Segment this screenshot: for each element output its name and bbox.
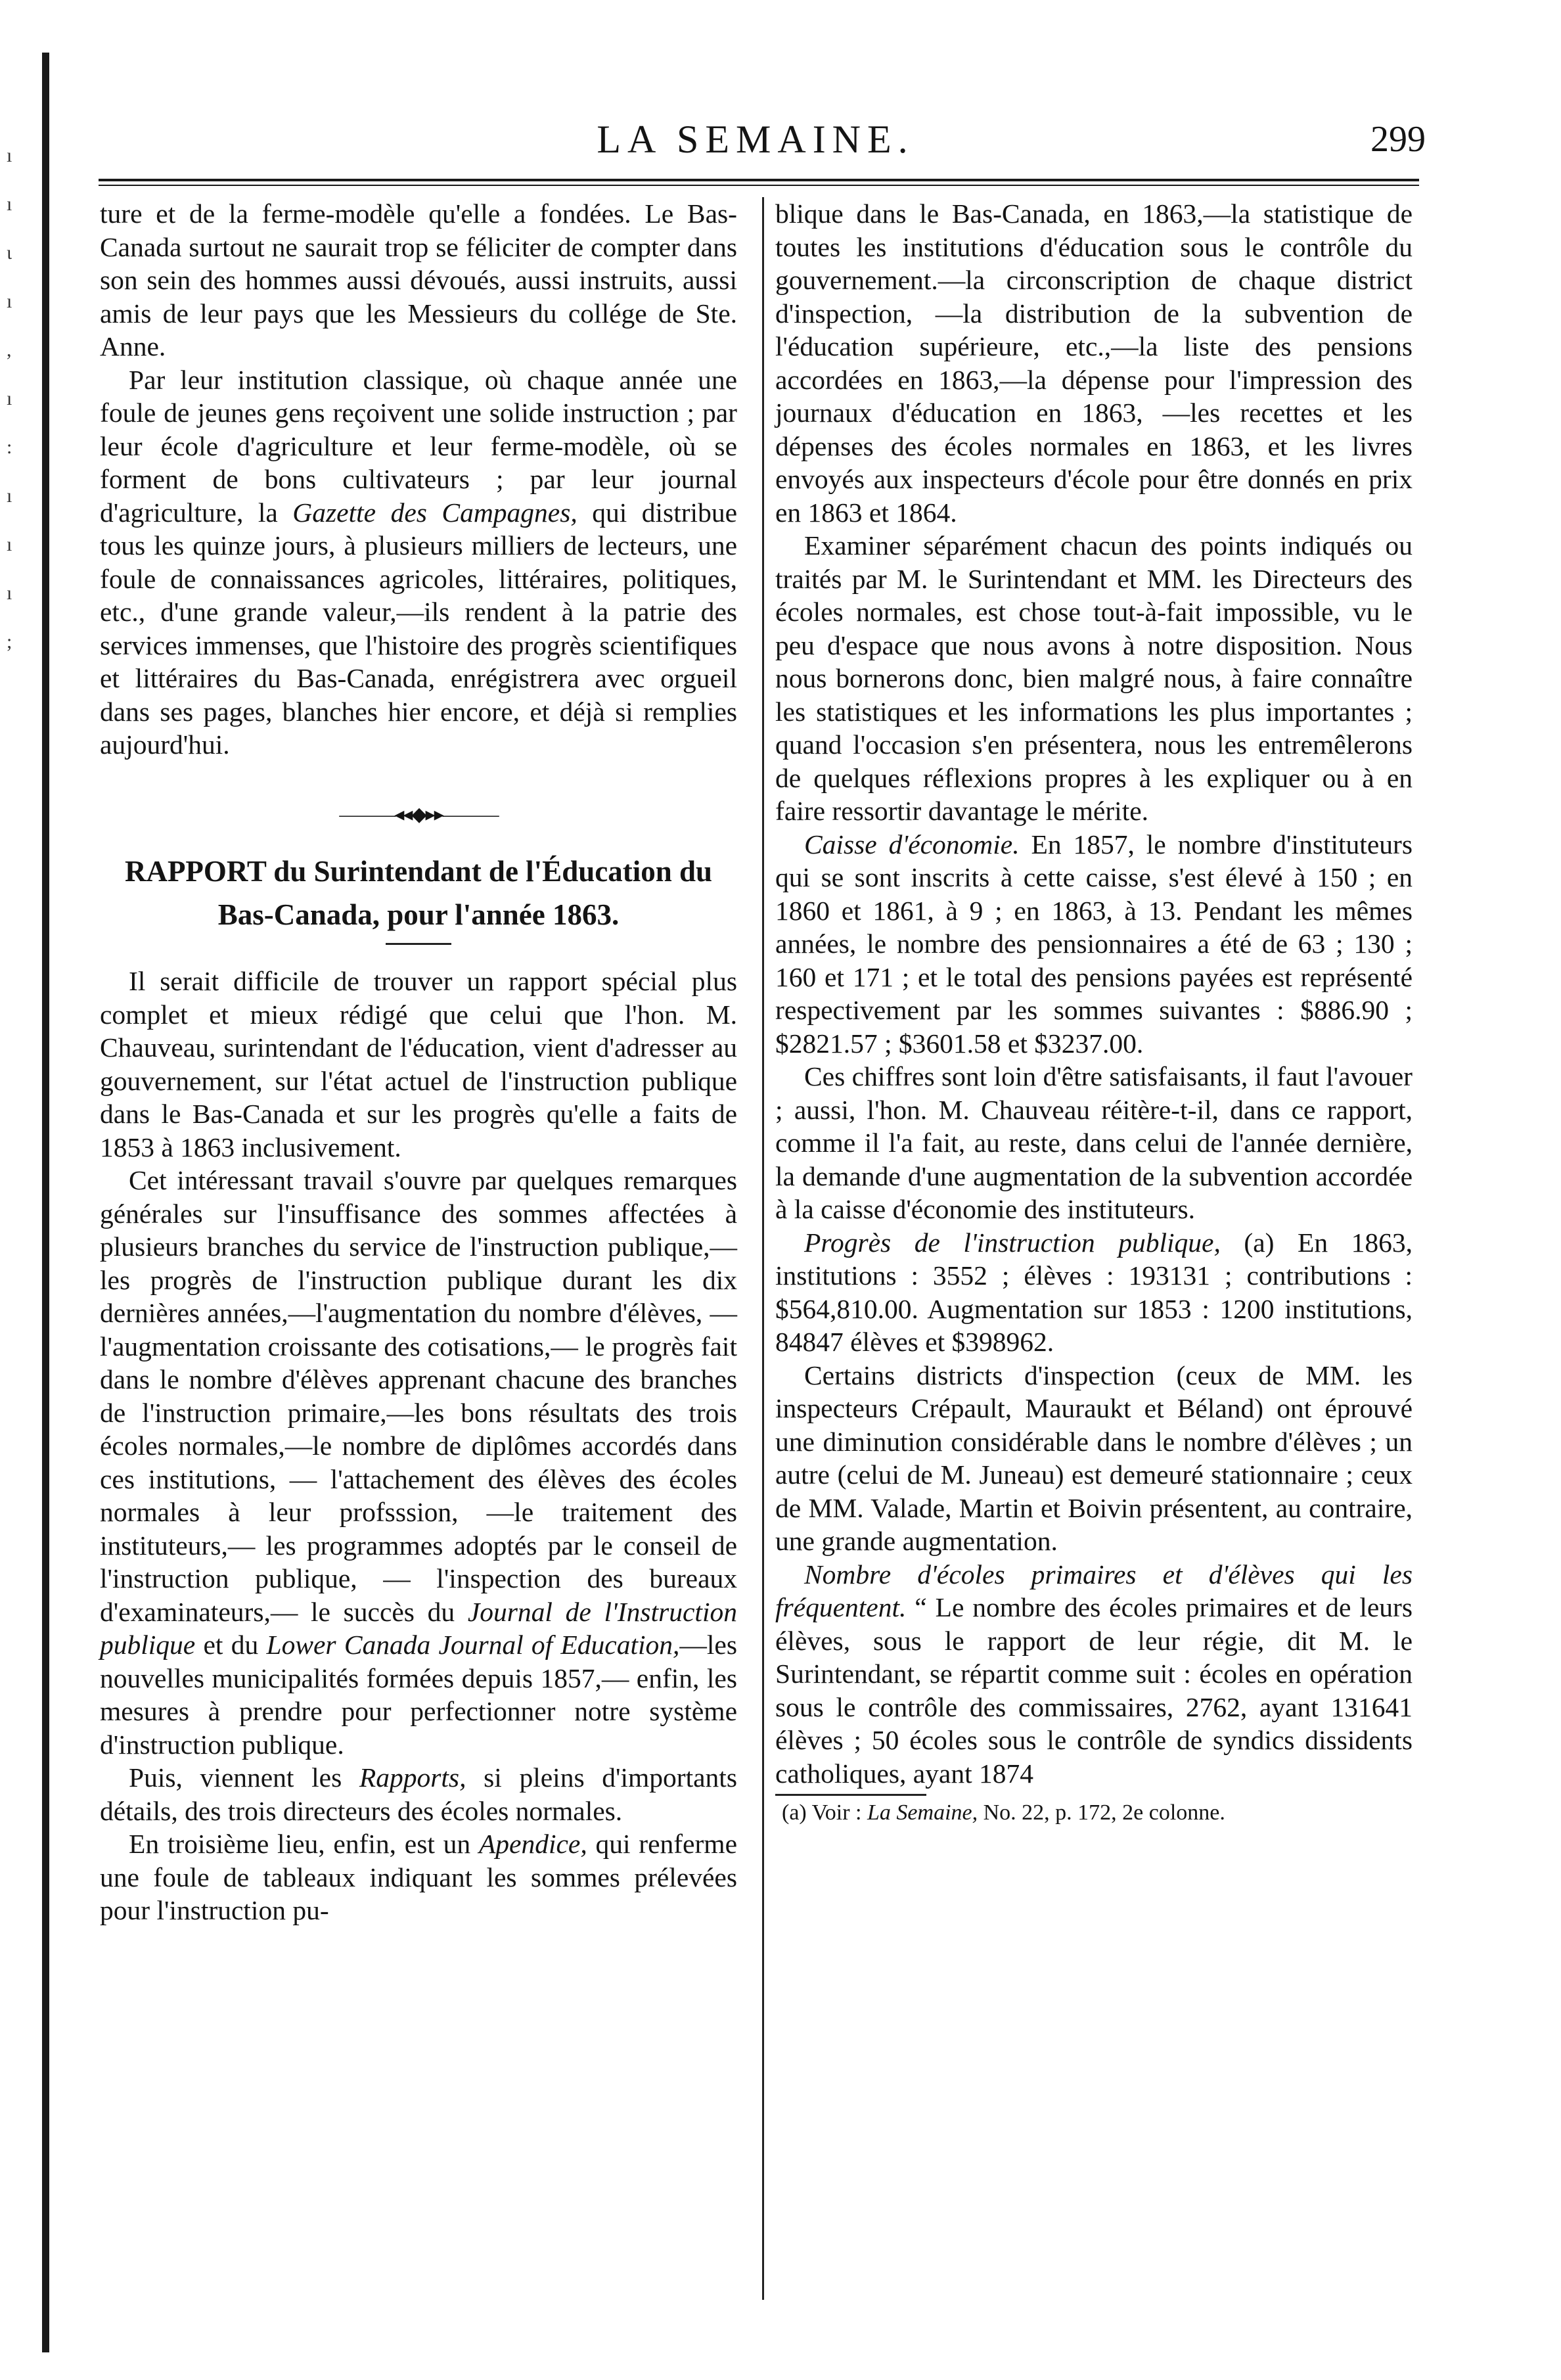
journal-title: Gazette des Campagnes, bbox=[292, 497, 577, 528]
margin-mark: ı bbox=[7, 193, 12, 215]
ornament-divider: ———◂◂◆▸▸——— bbox=[339, 803, 498, 825]
margin-mark: ı bbox=[7, 388, 12, 409]
margin-rule bbox=[42, 53, 49, 2352]
paragraph: En troisième lieu, enfin, est un Apendice, qui renferme une foule de tableaux indiquant les sommes prélevées pour l'instruction pu- bbox=[100, 1829, 737, 1925]
short-rule bbox=[386, 943, 451, 945]
paragraph: ture et de la ferme-modèle qu'elle a fondées. Le Bas-Canada surtout ne saurait trop se féliciter de compter dans son sein des hommes aussi dévoués, aussi instruits, aussi amis de leur pays que les Messieurs du collége de Ste. Anne. bbox=[100, 198, 737, 361]
margin-mark: ı bbox=[7, 582, 12, 604]
page-number: 299 bbox=[1370, 119, 1426, 160]
margin-mark: ɩ bbox=[7, 242, 12, 263]
margin-mark: ı bbox=[7, 145, 12, 166]
paragraph: Progrès de l'instruction publique, (a) En 1863, institutions : 3552 ; élèves : 193131 ; contributions : $564,810.00. Augmentation sur 1853 : 1200 institutions, 84847 élèves et $398962. bbox=[775, 1227, 1413, 1357]
column-rule bbox=[762, 197, 764, 2300]
paragraph: Certains districts d'inspection (ceux de MM. les inspecteurs Crépault, Mauraukt et Béland) ont éprouvé une diminution considérable dans le nombre d'élèves ; un autre (celui de M. Juneau) est demeuré stationnaire ; ceux de MM. Valade, Martin et Boivin présentent, au contraire, une grande augmentation. bbox=[775, 1360, 1413, 1556]
right-column bbox=[775, 197, 1413, 1826]
header-rule bbox=[99, 179, 1419, 186]
running-title: LA SEMAINE. bbox=[597, 118, 915, 161]
paragraph: Puis, viennent les Rapports, si pleins d'importants détails, des trois directeurs des écoles normales. bbox=[100, 1762, 737, 1826]
article-heading: RAPPORT du Surintendant de l'Éducation du Bas-Canada, pour l'année 1863. bbox=[124, 855, 713, 931]
paragraph: Il serait difficile de trouver un rapport spécial plus complet et mieux rédigé que celui que l'hon. M. Chauveau, surintendant de l'éducation, vient d'adresser au gouvernement, sur l'état actuel de l'instruction publique dans le Bas-Canada et sur les progrès qu'elle a faits de 1853 à 1863 inclusivement. bbox=[100, 966, 737, 1162]
margin-marks bbox=[7, 131, 33, 666]
page-header bbox=[99, 117, 1426, 170]
paragraph: Par leur institution classique, où chaque année une foule de jeunes gens reçoivent une solide instruction ; par leur école d'agriculture et leur ferme-modèle, où se forment de bons cultivateurs ; par leur journal d'agriculture, la Gazette des Campagnes, qui distribue tous les quinze jours, à plusieurs milliers de lecteurs, une foule de connaissances agricoles, littéraires, politiques, etc., d'une grande valeur,—ils rendent à la patrie des services immenses, que l'histoire des progrès scientifiques et littéraires du Bas-Canada, enrégistrera avec orgueil dans ses pages, blanches hier encore, et déjà si remplies aujourd'hui. bbox=[100, 364, 737, 760]
paragraph: Caisse d'économie. En 1857, le nombre d'instituteurs qui se sont inscrits à cette caisse, s'est élevé à 150 ; en 1860 et 1861, à 9 ; en 1863, à 13. Pendant les mêmes années, le nombre des pensionnaires a été de 63 ; 130 ; 160 et 171 ; et le total des pensions payées est représenté respectivement par les sommes suivantes : $886.90 ; $2821.57 ; $3601.58 et $3237.00. bbox=[775, 829, 1413, 1059]
left-column bbox=[100, 197, 737, 1927]
section-label: Nombre d'écoles primaires et d'élèves qui les fréquentent. bbox=[775, 1559, 1413, 1622]
margin-mark: ; bbox=[7, 631, 12, 652]
margin-mark: , bbox=[7, 339, 12, 361]
section-label: Progrès de l'instruction publique, bbox=[804, 1227, 1221, 1258]
paragraph: blique dans le Bas-Canada, en 1863,—la statistique de toutes les institutions d'éducation sous le contrôle du gouvernement.—la circonscription de chaque district d'inspection, —la distribution de la subvention de l'éducation supérieure, etc.,—la liste des pensions accordées en 1863,—la dépense pour l'impression des journaux d'éducation en 1863, —les recettes et les dépenses des écoles normales en 1863, et les livres envoyés aux inspecteurs d'école pour être donnés en prix en 1863 et 1864. bbox=[775, 198, 1413, 528]
margin-mark: ı bbox=[7, 485, 12, 507]
margin-mark: ı bbox=[7, 534, 12, 555]
footnote: (a) Voir : La Semaine, No. 22, p. 172, 2e colonne. bbox=[782, 1800, 1225, 1825]
paragraph: Cet intéressant travail s'ouvre par quelques remarques générales sur l'insuffisance des sommes affectées à plusieurs branches du service de l'instruction publique,—les progrès de l'instruction publique durant les dix dernières années,—l'augmentation du nombre d'élèves, —l'augmentation croissante des cotisations,— le progrès fait dans le nombre d'élèves apprenant chacune des branches de l'instruction primaire,—les bons résultats des trois écoles normales,—le nombre de diplômes accordés dans ces institutions, — l'attachement des élèves des écoles normales à leur profsssion, —le traitement des instituteurs,— les programmes adoptés par le conseil de l'instruction publique, — l'inspection des bureaux d'examinateurs,— le succès du Journal de l'Instruction publique et du Lower Canada Journal of Education,—les nouvelles municipalités formées depuis 1857,— enfin, les mesures à prendre pour perfectionner notre système d'instruction publique. bbox=[100, 1165, 737, 1760]
margin-mark: ı bbox=[7, 290, 12, 312]
margin-mark: : bbox=[7, 436, 12, 458]
section-label: Caisse d'économie. bbox=[804, 829, 1020, 859]
paragraph: Ces chiffres sont loin d'être satisfaisants, il faut l'avouer ; aussi, l'hon. M. Chauveau réitère-t-il, dans ce rapport, comme il l'a fait, au reste, dans celui de l'année dernière, la demande d'une augmentation de la subvention accordée à la caisse d'économie des instituteurs. bbox=[775, 1061, 1413, 1224]
footnote-rule bbox=[775, 1794, 926, 1796]
paragraph: Nombre d'écoles primaires et d'élèves qui les fréquentent. “ Le nombre des écoles primaires et de leurs élèves, sous le rapport de leur régie, dit M. le Surintendant, se répartit comme suit : écoles en opération sous le contrôle des commissaires, 2762, ayant 131641 élèves ; 50 écoles sous le contrôle de syndics dissidents catholiques, ayant 1874 bbox=[775, 1559, 1413, 1789]
paragraph: Examiner séparément chacun des points indiqués ou traités par M. le Surintendant et MM. les Directeurs des écoles normales, est chose tout-à-fait impossible, vu le peu d'espace que nous avons à notre disposition. Nous nous bornerons donc, bien malgré nous, à faire connaître les statistiques et les informations les plus importantes ; quand l'occasion s'en présentera, nous les entremêlerons de quelques réflexions propres à les expliquer ou à en faire ressortir davantage le mérite. bbox=[775, 530, 1413, 826]
